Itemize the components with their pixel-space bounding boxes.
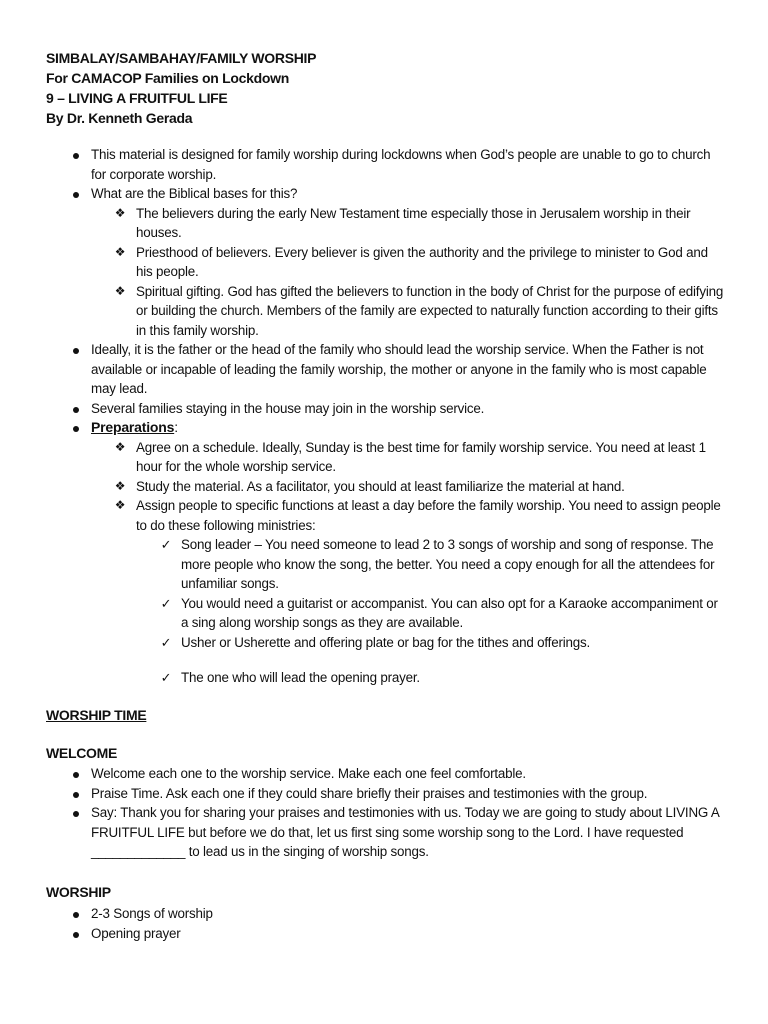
list-item: Praise Time. Ask each one if they could share briefly their praises and testimonies with the group. xyxy=(46,784,726,804)
bullet-icon xyxy=(68,145,84,165)
list-item: ✓ The one who will lead the opening prayer. xyxy=(46,668,726,688)
worship-time-heading: WORSHIP TIME xyxy=(46,707,147,723)
list-item: Welcome each one to the worship service. Make each one feel comfortable. xyxy=(46,764,726,784)
header-lesson: 9 – LIVING A FRUITFUL LIFE xyxy=(46,90,228,106)
list-item: ❖ The believers during the early New Testament time especially those in Jerusalem worship in their houses. xyxy=(46,204,726,243)
worship-list xyxy=(46,904,726,943)
check-icon: ✓ xyxy=(160,595,172,611)
diamond-bullet-icon: ❖ xyxy=(114,439,126,454)
list-item: ❖ Spiritual gifting. God has gifted the believers to function in the body of Christ for the purpose of edifying or building the church. Members of the family are expected to naturally function according to their gifts in this family worship. xyxy=(46,282,726,341)
intro-list xyxy=(46,145,726,688)
list-item: Several families staying in the house may join in the worship service. xyxy=(46,399,726,419)
bullet-icon xyxy=(68,418,84,438)
list-item: ✓ Song leader – You need someone to lead 2 to 3 songs of worship and song of response. The more people who know the song, the better. You need a copy enough for all the attendees for unfamiliar songs. xyxy=(46,535,726,594)
check-icon: ✓ xyxy=(160,537,172,552)
list-item: Preparations: xyxy=(46,418,726,438)
welcome-heading: WELCOME xyxy=(46,745,118,761)
worship-heading: WORSHIP xyxy=(46,884,111,900)
list-item: ❖ Study the material. As a facilitator, you should at least familiarize the material at hand. xyxy=(46,477,726,497)
list-item: Say: Thank you for sharing your praises and testimonies with us. Today we are going to study about LIVING A FRUITFUL LIFE but before we do that, let us first sing some worship song to the Lord. I have requested _____________ to lead us in the singing of worship songs. xyxy=(46,803,726,862)
bullet-icon xyxy=(68,904,84,924)
list-item: ❖ Agree on a schedule. Ideally, Sunday is the best time for family worship service. You need at least 1 hour for the whole worship service. xyxy=(46,438,726,477)
list-item: ❖ Priesthood of believers. Every believer is given the authority and the privilege to minister to God and his people. xyxy=(46,243,726,282)
list-item: ✓ You would need a guitarist or accompanist. You can also opt for a Karaoke accompaniment or a sing along worship songs as they are available. xyxy=(46,594,726,633)
bullet-icon xyxy=(68,784,84,804)
list-item: This material is designed for family worship during lockdowns when God’s people are unable to go to church for corporate worship. xyxy=(46,145,726,184)
list-item: What are the Biblical bases for this? xyxy=(46,184,726,204)
bullet-icon xyxy=(68,803,84,823)
bullet-icon xyxy=(68,924,84,944)
header-subtitle: For CAMACOP Families on Lockdown xyxy=(46,70,289,86)
list-item: 2-3 Songs of worship xyxy=(46,904,726,924)
diamond-bullet-icon: ❖ xyxy=(114,244,126,259)
header-author: By Dr. Kenneth Gerada xyxy=(46,110,193,126)
document-header xyxy=(46,48,316,128)
preparations-label: Preparations xyxy=(91,419,175,435)
welcome-list xyxy=(46,764,726,862)
header-title: SIMBALAY/SAMBAHAY/FAMILY WORSHIP xyxy=(46,50,317,66)
diamond-bullet-icon: ❖ xyxy=(114,498,126,512)
check-icon: ✓ xyxy=(160,634,172,650)
check-icon: ✓ xyxy=(160,670,172,685)
bullet-icon xyxy=(68,399,84,419)
list-item: ✓ Usher or Usherette and offering plate or bag for the tithes and offerings. xyxy=(46,633,726,653)
bullet-icon xyxy=(68,184,84,204)
diamond-bullet-icon: ❖ xyxy=(114,283,126,298)
list-item: Ideally, it is the father or the head of the family who should lead the worship service. When the Father is not available or incapable of leading the family worship, the mother or anyone in the family who is most capable may lead. xyxy=(46,340,726,399)
list-item: Opening prayer xyxy=(46,924,726,944)
diamond-bullet-icon: ❖ xyxy=(114,478,126,493)
diamond-bullet-icon: ❖ xyxy=(114,205,126,220)
bullet-icon xyxy=(68,764,84,784)
bullet-icon xyxy=(68,340,84,360)
list-item: ❖ Assign people to specific functions at least a day before the family worship. You need to assign people to do these following ministries: xyxy=(46,496,726,535)
